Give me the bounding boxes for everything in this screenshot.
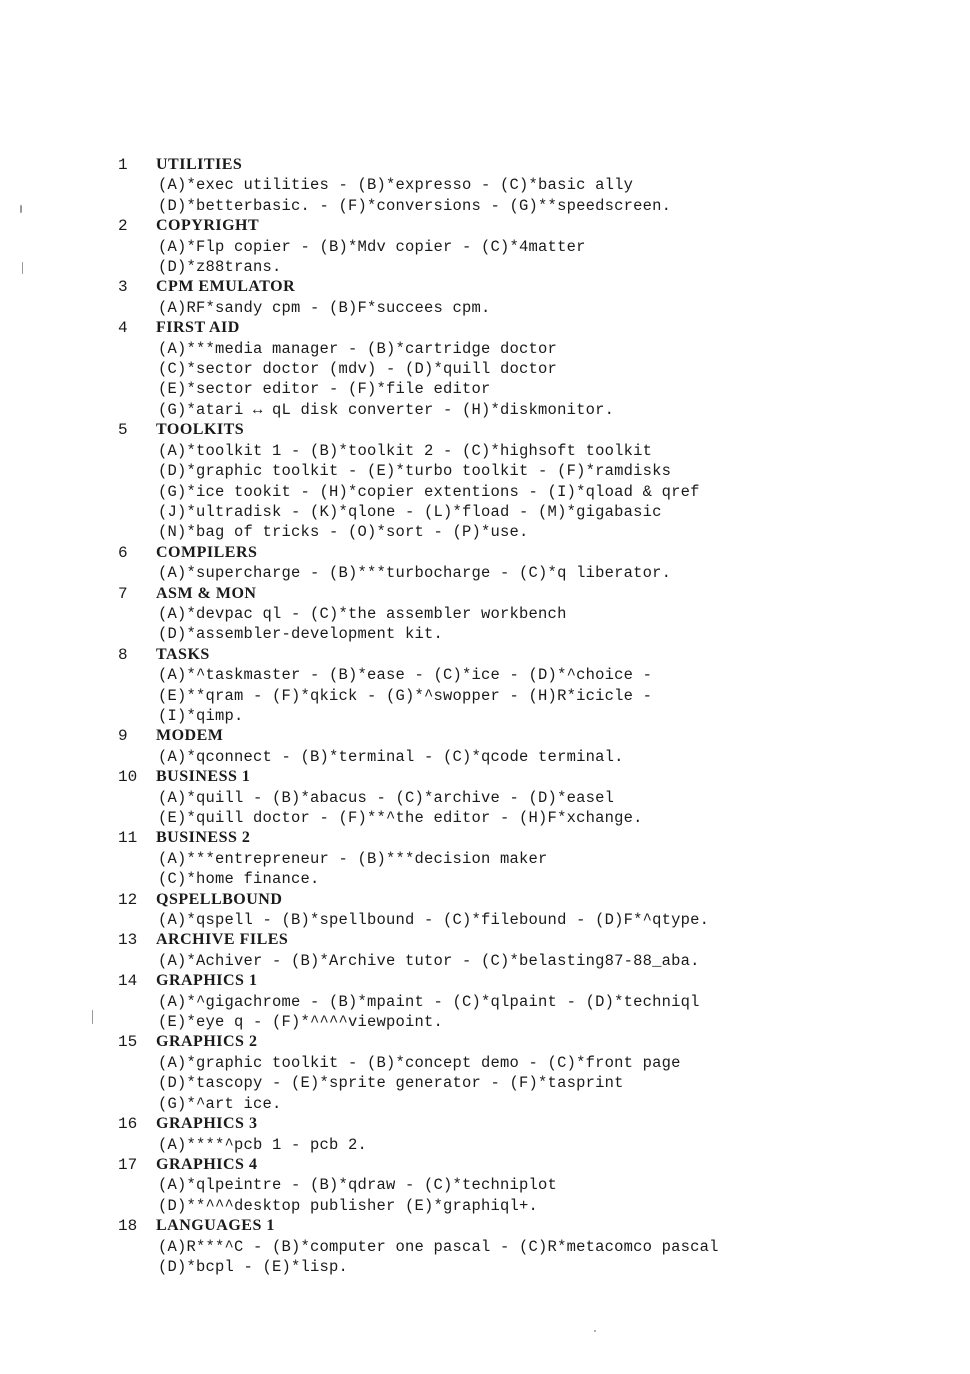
section-number: 4 — [118, 319, 128, 338]
section-title: TASKS — [156, 645, 210, 663]
section-title: LANGUAGES 1 — [156, 1217, 275, 1235]
program-entry-line: (A)*qlpeintre - (B)*qdraw - (C)*techniplot — [158, 1176, 558, 1195]
scan-speck — [20, 205, 22, 213]
program-entry-line: (A)*qspell - (B)*spellbound - (C)*filebound - (D)F*^qtype. — [158, 911, 710, 930]
section-number: 5 — [118, 421, 128, 440]
section-number: 9 — [118, 727, 128, 746]
program-entry-line: (A)*toolkit 1 - (B)*toolkit 2 - (C)*highsoft toolkit — [158, 441, 653, 460]
listing-section — [118, 584, 938, 645]
program-entry-line: (A)*Flp copier - (B)*Mdv copier - (C)*4matter — [158, 237, 586, 256]
program-entry-line: (D)**^^^desktop publisher (E)*graphiql+. — [158, 1196, 539, 1215]
listing-section — [118, 1155, 938, 1216]
section-number: 16 — [118, 1115, 138, 1134]
section-title: GRAPHICS 3 — [156, 1115, 258, 1133]
section-number: 18 — [118, 1217, 138, 1236]
program-entry-line: (A)***media manager - (B)*cartridge doctor — [158, 339, 558, 358]
program-entry-line: (A)*qconnect - (B)*terminal - (C)*qcode terminal. — [158, 747, 624, 766]
section-title: BUSINESS 1 — [156, 768, 251, 786]
listing-section — [118, 767, 938, 828]
program-entry-line: (C)*sector doctor (mdv) - (D)*quill doctor — [158, 360, 558, 379]
section-title: QSPELLBOUND — [156, 890, 283, 908]
program-entry-line: (E)*quill doctor - (F)**^the editor - (H)F*xchange. — [158, 809, 643, 827]
program-entry-line: (A)*Achiver - (B)*Archive tutor - (C)*belasting87-88_aba. — [158, 951, 700, 970]
program-entry-line: (A)*quill - (B)*abacus - (C)*archive - (D)*easel — [158, 788, 615, 807]
program-entry-line: (C)*home finance. — [158, 870, 320, 889]
scan-speck — [594, 1330, 596, 1332]
program-entry-line: (D)*tascopy - (E)*sprite generator - (F)*tasprint — [158, 1074, 624, 1093]
program-entry-line: (A)***entrepreneur - (B)***decision maker — [158, 849, 548, 868]
section-number: 1 — [118, 156, 128, 174]
section-title: TOOLKITS — [156, 421, 245, 439]
section-title: COPYRIGHT — [156, 217, 260, 235]
listing-section — [118, 1114, 938, 1155]
program-entry-line: (A)****^pcb 1 - pcb 2. — [158, 1135, 368, 1154]
section-title: GRAPHICS 2 — [156, 1033, 258, 1051]
listing-section — [118, 318, 938, 420]
listing-section — [118, 645, 938, 727]
program-entry-line: (A)*graphic toolkit - (B)*concept demo - (C)*front page — [158, 1053, 681, 1072]
program-entry-line: (A)*exec utilities - (B)*expresso - (C)*basic ally — [158, 176, 634, 195]
listing-section — [118, 828, 938, 889]
section-title: GRAPHICS 4 — [156, 1155, 258, 1173]
program-entry-line: (I)*qimp. — [158, 706, 244, 725]
listing-section — [118, 277, 938, 318]
listing-section — [118, 216, 938, 277]
section-title: COMPILERS — [156, 543, 258, 561]
scan-speck — [92, 1010, 93, 1024]
section-title: GRAPHICS 1 — [156, 972, 258, 990]
section-number: 11 — [118, 829, 138, 848]
section-number: 17 — [118, 1155, 138, 1174]
listing-section — [118, 890, 938, 931]
section-number: 6 — [118, 543, 128, 562]
program-entry-line: (A)R***^C - (B)*computer one pascal - (C)R*metacomco pascal — [158, 1237, 719, 1256]
program-entry-line: (A)*^gigachrome - (B)*mpaint - (C)*qlpaint - (D)*techniql — [158, 992, 700, 1011]
program-entry-line: (G)*atari ↔ qL disk converter - (H)*diskmonitor. — [158, 400, 615, 419]
section-title: ARCHIVE FILES — [156, 931, 289, 949]
program-entry-line: (E)*sector editor - (F)*file editor — [158, 380, 491, 399]
program-entry-line: (D)*betterbasic. - (F)*conversions - (G)**speedscreen. — [158, 196, 672, 215]
listing-section — [118, 155, 938, 216]
program-entry-line: (D)*z88trans. — [158, 258, 282, 277]
section-title: FIRST AID — [156, 319, 240, 337]
listing-section — [118, 543, 938, 584]
program-entry-line: (N)*bag of tricks - (O)*sort - (P)*use. — [158, 523, 529, 542]
section-title: UTILITIES — [156, 156, 243, 173]
section-title: BUSINESS 2 — [156, 829, 251, 847]
section-title: CPM EMULATOR — [156, 278, 296, 296]
section-number: 15 — [118, 1033, 138, 1052]
listing-section — [118, 1032, 938, 1114]
program-entry-line: (D)*graphic toolkit - (E)*turbo toolkit - (F)*ramdisks — [158, 462, 672, 481]
program-entry-line: (A)*devpac ql - (C)*the assembler workbench — [158, 604, 567, 623]
program-entry-line: (D)*bcpl - (E)*lisp. — [158, 1257, 349, 1276]
section-number: 3 — [118, 278, 128, 297]
section-title: MODEM — [156, 727, 224, 745]
program-entry-line: (J)*ultradisk - (K)*qlone - (L)*fload - (M)*gigabasic — [158, 502, 662, 521]
program-entry-line: (E)**qram - (F)*qkick - (G)*^swopper - (H)R*icicle - — [158, 686, 653, 705]
listing-section — [118, 420, 938, 542]
program-entry-line: (A)RF*sandy cpm - (B)F*succees cpm. — [158, 298, 491, 317]
listing-section — [118, 930, 938, 971]
listing-section — [118, 726, 938, 767]
section-number: 13 — [118, 931, 138, 950]
section-title: ASM & MON — [156, 584, 257, 602]
scan-speck — [22, 262, 23, 274]
program-entry-line: (A)*supercharge - (B)***turbocharge - (C)*q liberator. — [158, 564, 672, 583]
program-listing — [118, 155, 938, 1277]
section-number: 7 — [118, 584, 128, 603]
listing-section — [118, 1216, 938, 1277]
program-entry-line: (D)*assembler-development kit. — [158, 625, 444, 644]
section-number: 14 — [118, 972, 138, 991]
section-number: 8 — [118, 645, 128, 664]
section-number: 2 — [118, 217, 128, 236]
section-number: 12 — [118, 890, 138, 909]
program-entry-line: (G)*ice tookit - (H)*copier extentions - (I)*qload & qref — [158, 482, 700, 501]
program-entry-line: (A)*^taskmaster - (B)*ease - (C)*ice - (D)*^choice - — [158, 666, 653, 685]
program-entry-line: (G)*^art ice. — [158, 1094, 282, 1113]
section-number: 10 — [118, 768, 138, 787]
listing-section — [118, 971, 938, 1032]
program-entry-line: (E)*eye q - (F)*^^^^viewpoint. — [158, 1013, 444, 1032]
